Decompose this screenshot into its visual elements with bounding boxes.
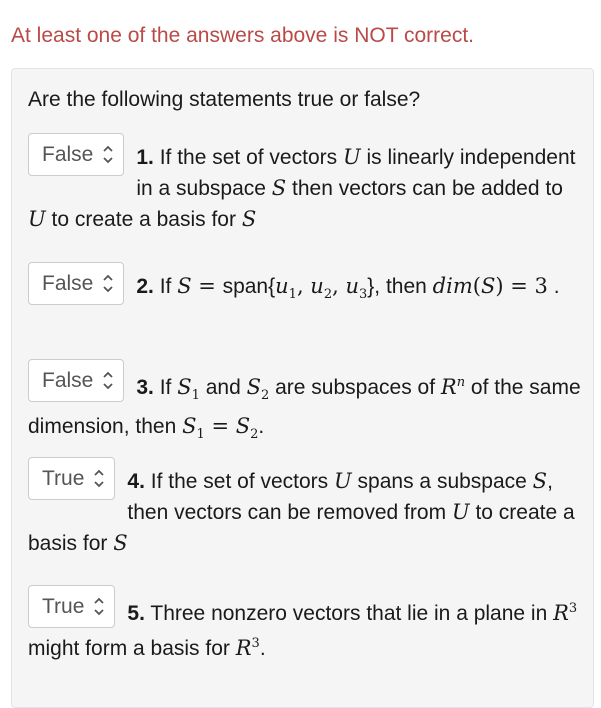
statement-3 xyxy=(28,359,586,450)
answer-select-4[interactable] xyxy=(28,457,115,500)
answer-select-3-value: False xyxy=(42,369,94,392)
statement-2-number: 2. xyxy=(136,275,154,298)
question-panel xyxy=(11,68,594,708)
incorrect-answer-warning: At least one of the answers above is NOT correct. xyxy=(11,24,474,47)
statement-5-text: 5. Three nonzero vectors that lie in a plane in $R^3$ might form a basis for $R^3$. xyxy=(28,601,578,660)
answer-select-1[interactable] xyxy=(28,133,124,176)
statement-5-number: 5. xyxy=(127,602,145,625)
statement-3-text: 3. If $S_1$ and $S_2$ are subspaces of $R^n$ of the same dimension, then $S_1 = S_2$. xyxy=(28,375,581,443)
statement-2 xyxy=(28,262,586,310)
statement-1-text: 1. If the set of vectors U is linearly independent in a subspace S then vectors can be added to U to create a basis for S xyxy=(28,145,576,231)
up-down-chevron-icon xyxy=(102,263,114,304)
answer-select-3[interactable] xyxy=(28,359,124,402)
answer-select-5-value: True xyxy=(42,595,85,618)
statement-2-text: 2. If $S = span\{u_1$, $u_2$, $u_3$}, then dim(S) = 3 . xyxy=(136,274,560,303)
answer-select-4-value: True xyxy=(42,467,85,490)
up-down-chevron-icon xyxy=(93,458,105,499)
up-down-chevron-icon xyxy=(102,134,114,175)
statement-1 xyxy=(28,133,586,235)
answer-select-2[interactable] xyxy=(28,262,124,305)
statement-1-number: 1. xyxy=(136,146,154,169)
question-prompt: Are the following statements true or false? xyxy=(28,88,421,111)
statement-3-number: 3. xyxy=(136,376,154,399)
statement-4 xyxy=(28,457,586,559)
up-down-chevron-icon xyxy=(93,586,105,627)
answer-select-5[interactable] xyxy=(28,585,115,628)
statement-4-text: 4. If the set of vectors U spans a subspace S, then vectors can be removed from U to create a basis for S xyxy=(28,469,575,555)
answer-select-2-value: False xyxy=(42,272,94,295)
up-down-chevron-icon xyxy=(102,360,114,401)
statement-4-number: 4. xyxy=(127,470,145,493)
statement-5 xyxy=(28,585,586,664)
answer-select-1-value: False xyxy=(42,143,94,166)
